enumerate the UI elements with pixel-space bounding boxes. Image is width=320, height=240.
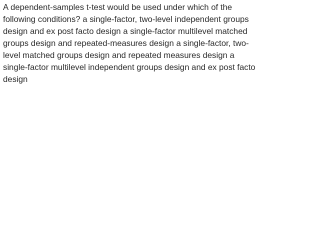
question-text: A dependent-samples t-test would be used under which of the following conditions? a single-factor, two-level independent groups design and ex post facto design a single-factor multilevel matched groups design and repeated-measures design a single-factor, two-level matched groups design and repeated measures design a single-factor multilevel independent groups design and ex post facto design	[3, 2, 256, 84]
